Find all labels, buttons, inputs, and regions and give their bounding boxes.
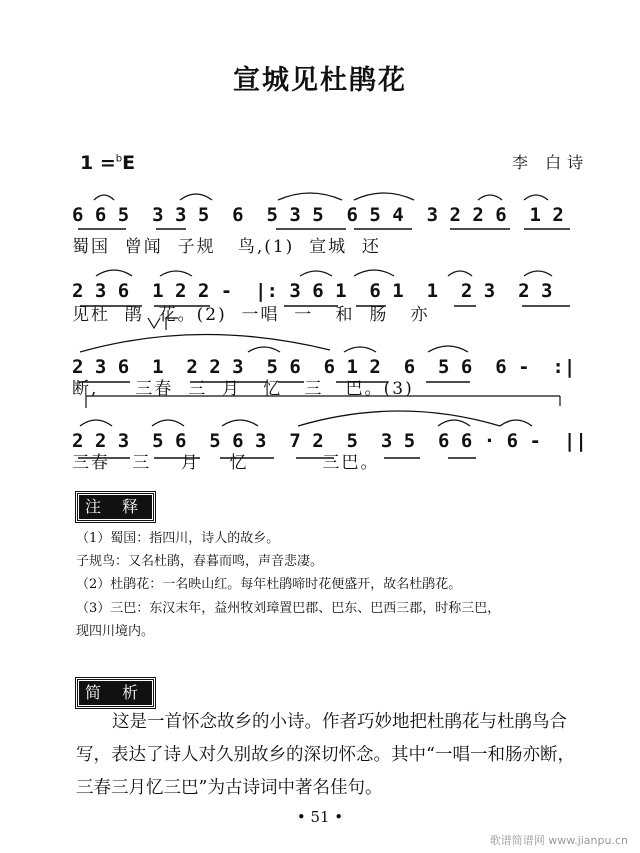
annotation-item: （1）蜀国：指四川，诗人的故乡。 — [76, 531, 280, 546]
key-prefix: 1 = — [80, 152, 116, 174]
annotation-item: （3）三巴：东汉末年，益州牧刘璋置巴郡、巴东、巴西三郡，时称三巴， — [76, 601, 501, 616]
score-line-1-lyrics: 蜀国 曾闻 子规 鸟,(1) 宣城 还 — [72, 237, 381, 257]
key-signature — [80, 152, 135, 174]
score-line-1-notes: 6 6 5 3 3 5 6 5 3 5 6 5 4 3 2 2 6 1 2 — [72, 204, 564, 226]
score-line-2-lyrics: 见杜 鹃 花。(2) 一唱 一 和 肠 亦 — [72, 305, 430, 325]
analysis-paragraph: 这是一首怀念故乡的小诗。作者巧妙地把杜鹃花与杜鹃鸟合写，表达了诗人对久别故乡的深切怀念。其中“一唱一和肠亦断，三春三月忆三巴”为古诗词中著名佳句。 — [76, 712, 575, 798]
annotation-item: 现四川境内。 — [76, 624, 155, 639]
flat-sign: b — [115, 153, 123, 165]
annotation-item: （2）杜鹃花：一名映山红。每年杜鹃啼时花便盛开，故名杜鹃花。 — [76, 577, 462, 592]
watermark: 歌谱简谱网 www.jianpu.cn — [489, 834, 628, 847]
score-line-2-notes: 2 3 6 1 2 2 - |: 3 6 1 6 1 1 2 3 2 3 — [72, 280, 553, 302]
annotation-item: 子规鸟：又名杜鹃，春暮而鸣，声音悲凄。 — [76, 554, 324, 569]
analysis-heading: 简 析 — [76, 678, 155, 708]
key-note: E — [122, 152, 136, 174]
score-line-3-notes: 2 3 6 1 2 2 3 5 6 6 1 2 6 5 6 6 - :| — [72, 356, 576, 378]
annotations-heading: 注 释 — [76, 492, 155, 522]
score-line-4-lyrics: 三春 三 月 忆 三巴。 — [72, 453, 380, 473]
song-title: 宣城见杜鹃花 — [233, 65, 407, 96]
score-line-3-lyrics: 断, 三春 三 月 忆 三 巴。(3) — [72, 379, 414, 399]
lyricist-credit: 李 白诗 — [512, 153, 590, 172]
page-number: • 51 • — [296, 808, 344, 826]
score-line-4-notes: 2 2 3 5 6 5 6 3 7 2 5 3 5 6 6 · 6 - || — [72, 430, 587, 452]
